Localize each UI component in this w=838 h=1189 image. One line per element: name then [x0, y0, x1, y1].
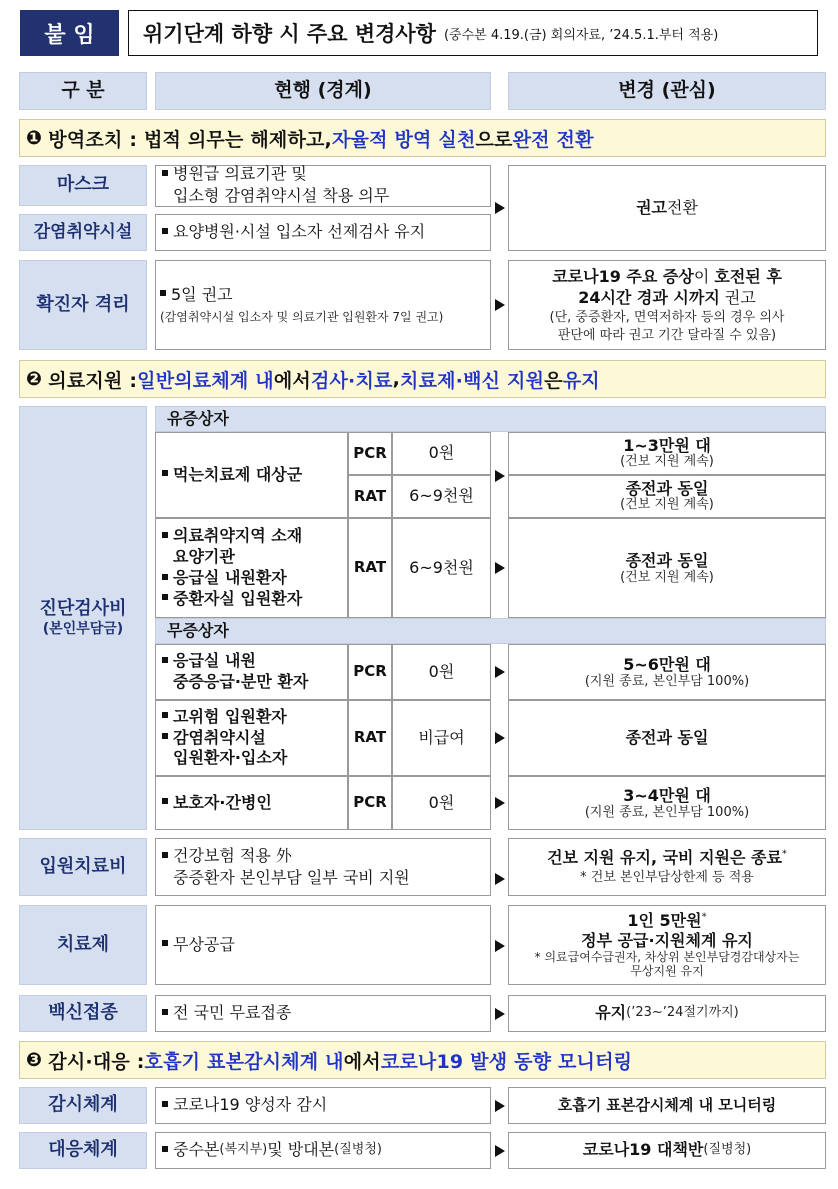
diag-r4-test-text: RAT: [353, 728, 387, 747]
hosp-change-text: 건보 지원 유지, 국비 지원은 종료* * 건보 본인부담상한제 등 적용: [547, 848, 787, 886]
asymptomatic-label: 무증상자: [167, 621, 229, 640]
arrow-icon: [495, 299, 505, 311]
diag-r1-pcr: PCR: [353, 443, 387, 462]
page-subtitle: (중수본 4.19.(금) 회의자료, ’24.5.1.부터 적용): [443, 27, 719, 43]
diag-r2-cost-text: 6~9천원: [409, 557, 474, 577]
diag-r2-change-text: 종전과 동일 (건보 지원 계속): [620, 550, 714, 585]
header-title-box: [128, 10, 818, 56]
diag-r5-test-text: PCR: [353, 793, 387, 812]
header-tag: 붙 임: [20, 10, 119, 56]
diag-r1-change-pcr-text: 1~3만원 대 (건보 지원 계속): [620, 435, 714, 470]
row-label-treatment: 치료제: [19, 905, 147, 985]
col-header-category: 구 분: [19, 72, 147, 110]
row-label-response: 대응체계: [19, 1132, 147, 1169]
arrow-icon: [495, 1008, 505, 1020]
vac-current-text: 전 국민 무료접종: [162, 995, 492, 1032]
resp-change-text: 코로나19 대책반 (질병청): [582, 1140, 752, 1160]
diag-r2-test-text: RAT: [353, 558, 387, 577]
symptomatic-band: [155, 406, 826, 432]
diag-r4-cost-text: 비급여: [418, 727, 465, 747]
iso-current-text: 5일 권고 (감염취약시설 입소자 및 의료기관 입원환자 7일 권고): [160, 284, 444, 324]
symptomatic-label: 유증상자: [167, 409, 229, 428]
col-header-current: 현행 (경계): [155, 72, 491, 110]
row-label-mask: 마스크: [19, 165, 147, 206]
hosp-current-text: 건강보험 적용 外 중증환자 본인부담 일부 국비 지원: [162, 838, 492, 896]
row-label-diagnostic-cost: 진단검사비 (본인부담금): [19, 406, 147, 830]
arrow-icon: [495, 732, 505, 744]
diag-r4-change-text: 종전과 동일: [625, 727, 709, 747]
diag-r1-rat-cost: 6~9천원: [409, 486, 474, 506]
diag-r5-target-text: 보호자·간병인: [162, 776, 352, 830]
section-2-heading: ❷ 의료지원 : 일반의료체계 내 에서 검사·치료 , 치료제·백신 지원 은 유지: [19, 360, 826, 398]
arrow-icon: [495, 1145, 505, 1157]
asymptomatic-band: [155, 618, 826, 644]
arrow-icon: [495, 666, 505, 678]
vuln-current-text: 요양병원·시설 입소자 선제검사 유지: [162, 214, 492, 251]
section-1-heading: ❶ 방역조치 : 법적 의무는 해제하고, 자율적 방역 실천 으로 완전 전환: [19, 119, 826, 157]
arrow-icon: [495, 1100, 505, 1112]
arrow-icon: [495, 940, 505, 952]
surv-current-text: 코로나19 양성자 감시: [162, 1087, 492, 1124]
arrow-icon: [495, 470, 505, 482]
drug-change-text: 1인 5만원* 정부 공급·지원체계 유지 * 의료급여수급권자, 차상위 본인부담경감대상자는 무상지원 유지: [534, 911, 800, 979]
diag-r3-cost-text: 0원: [428, 661, 455, 681]
iso-change-text: 코로나19 주요 증상이 호전된 후 24시간 경과 시까지 권고 (단, 중증환자, 면역저하자 등의 경우 의사 판단에 따라 권고 기간 달라질 수 있음): [549, 266, 785, 343]
row-label-surveillance: 감시체계: [19, 1087, 147, 1124]
resp-current-text: 중수본 (복지부) 및 방대본 (질병청): [162, 1132, 492, 1169]
arrow-icon: [495, 202, 505, 214]
mask-current-text: 병원급 의료기관 및 입소형 감염취약시설 착용 의무: [162, 161, 492, 209]
diag-r1-pcr-cost: 0원: [428, 443, 455, 463]
drug-current-text: 무상공급: [162, 905, 492, 985]
row-label-vaccination: 백신접종: [19, 995, 147, 1032]
diag-r5-change-text: 3~4만원 대 (지원 종료, 본인부담 100%): [584, 785, 750, 820]
diag-r3-target-text: 응급실 내원 중증응급·분만 환자: [162, 644, 352, 700]
col-header-change: 변경 (관심): [508, 72, 826, 110]
arrow-icon: [495, 797, 505, 809]
surv-change-text: 호흡기 표본감시체계 내 모니터링: [557, 1095, 777, 1114]
diag-r3-test-text: PCR: [353, 662, 387, 681]
diag-r4-target-text: 고위험 입원환자 감염취약시설 입원환자·입소자: [162, 700, 352, 776]
diag-r1-target-text: 먹는치료제 대상군: [162, 432, 352, 518]
diag-r3-change-text: 5~6만원 대 (지원 종료, 본인부담 100%): [584, 654, 750, 689]
vac-change-text: 유지 (’23~’24절기까지): [595, 1003, 739, 1023]
diag-r1-change-rat-text: 종전과 동일 (건보 지원 계속): [620, 478, 714, 513]
diag-r5-cost-text: 0원: [428, 792, 455, 812]
arrow-icon: [495, 873, 505, 885]
row-label-hospitalization: 입원치료비: [19, 838, 147, 896]
arrow-icon: [495, 562, 505, 574]
row-label-isolation: 확진자 격리: [19, 260, 147, 350]
section-3-heading: ❸ 감시·대응 : 호흡기 표본감시체계 내 에서 코로나19 발생 동향 모니터링: [19, 1041, 826, 1079]
diag-r1-rat: RAT: [353, 486, 387, 505]
diag-r2-target-text: 의료취약지역 소재 요양기관 응급실 내원환자 중환자실 입원환자: [162, 520, 352, 616]
mask-change-text: 권고 전환: [636, 197, 698, 217]
page-title: 위기단계 하향 시 주요 변경사항: [143, 22, 436, 46]
row-label-vulnerable-facility: 감염취약시설: [19, 214, 147, 251]
